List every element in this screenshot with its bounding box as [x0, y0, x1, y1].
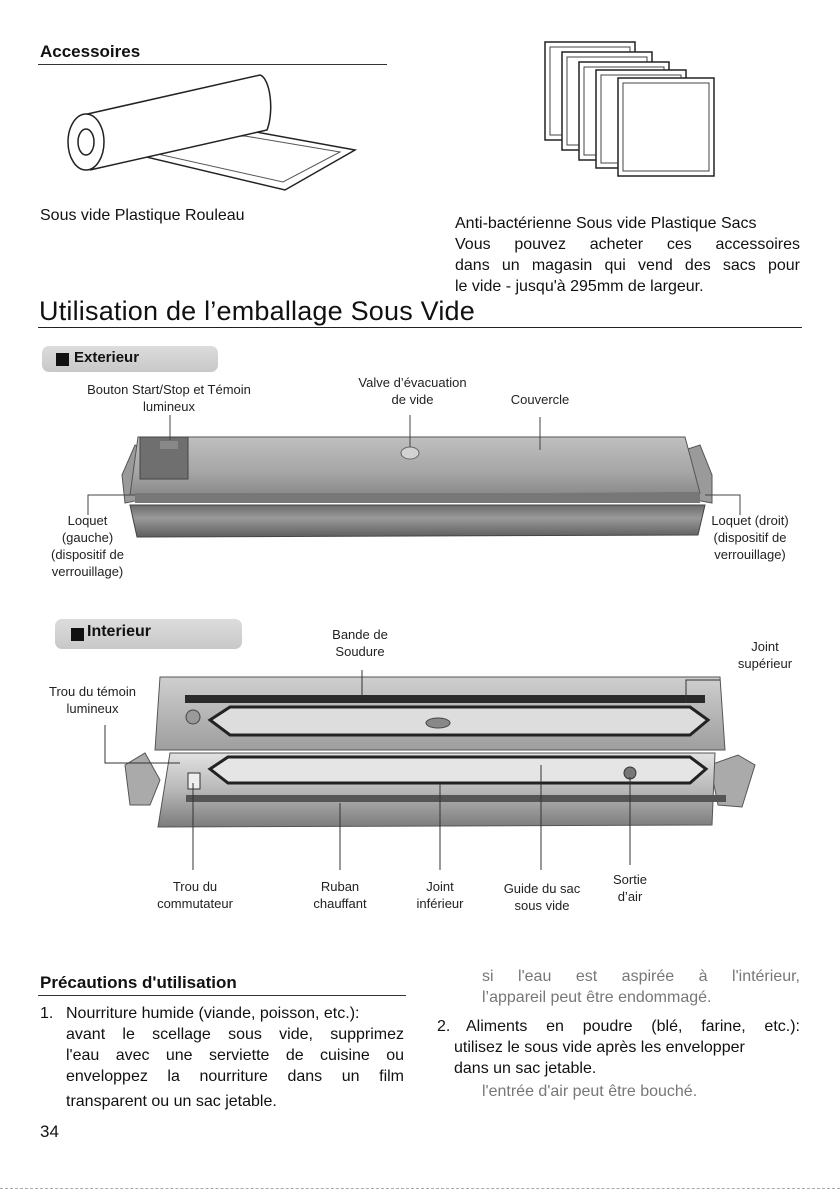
upper-gasket-label: Joint supérieur [737, 639, 793, 671]
latch-left-label: Loquet (gauche) (dispositif de verrouillage) [51, 513, 124, 579]
item2-line-1: Aliments en poudre (blé, farine, etc.): [466, 1018, 800, 1035]
lid-label: Couvercle [510, 392, 570, 407]
item2-warning: l'entrée d'air peut être bouché. [482, 1083, 698, 1100]
roll-caption: Sous vide Plastique Rouleau [40, 207, 245, 224]
item1-line-2: avant le scellage sous vide, supprimez [66, 1026, 404, 1043]
bags-note-line-2: dans un magasin qui vend des sacs pour [455, 257, 800, 274]
item2-number: 2. [437, 1018, 451, 1035]
seal-strip-label: Bande de Soudure [332, 627, 388, 659]
exterior-heading: Exterieur [74, 349, 140, 366]
footer-dashed-line [0, 1188, 840, 1189]
interior-heading: Interieur [87, 623, 152, 640]
item1-line-5: transparent ou un sac jetable. [66, 1093, 277, 1110]
item1-line-4: enveloppez la nourriture dans un film [66, 1068, 404, 1085]
bags-caption: Anti-bactérienne Sous vide Plastique Sacs [455, 215, 757, 232]
item2-line-3: dans un sac jetable. [454, 1060, 597, 1077]
accessories-rule [38, 64, 387, 65]
item1-warning-line-1: si l'eau est aspirée à l'intérieur, [482, 968, 800, 985]
precautions-rule [38, 995, 406, 996]
section-title: Utilisation de l’emballage Sous Vide [39, 296, 475, 326]
item1-line-3: l'eau avec une serviette de cuisine ou [66, 1047, 404, 1064]
lower-gasket-label: Joint inférieur [416, 879, 464, 911]
item1-warning-line-2: l’appareil peut être endommagé. [482, 989, 712, 1006]
valve-label: Valve d’évacuation de vide [358, 375, 467, 407]
start-stop-label: Bouton Start/Stop et Témoin lumineux [87, 382, 251, 414]
vacuum-bags-illustration [540, 40, 720, 180]
interior-heading-pill [55, 619, 242, 649]
bag-guide-label: Guide du sac sous vide [503, 881, 581, 913]
switch-hole-label: Trou du commutateur [157, 879, 233, 911]
bags-note-line-3: le vide - jusqu'à 295mm de largeur. [455, 278, 704, 295]
item1-number: 1. [40, 1005, 54, 1022]
air-outlet-label: Sortie d’air [613, 872, 647, 904]
section-rule [38, 327, 802, 328]
precautions-heading: Précautions d'utilisation [40, 973, 237, 992]
square-bullet-icon [56, 353, 69, 366]
exterior-heading-pill [42, 346, 218, 372]
latch-right-label: Loquet (droit) (dispositif de verrouillage) [711, 513, 789, 562]
accessories-heading: Accessoires [40, 42, 141, 61]
page-number: 34 [40, 1122, 59, 1141]
heating-tape-label: Ruban chauffant [313, 879, 367, 911]
item1-line-1: Nourriture humide (viande, poisson, etc.): [66, 1005, 360, 1022]
item2-line-2: utilisez le sous vide après les envelopper [454, 1039, 745, 1056]
bags-note-line-1: Vous pouvez acheter ces accessoires [455, 236, 800, 253]
square-bullet-icon [71, 628, 84, 641]
vacuum-sealer-interior-illustration [0, 655, 840, 870]
indicator-hole-label: Trou du témoin lumineux [49, 684, 136, 716]
plastic-roll-illustration [55, 70, 365, 200]
